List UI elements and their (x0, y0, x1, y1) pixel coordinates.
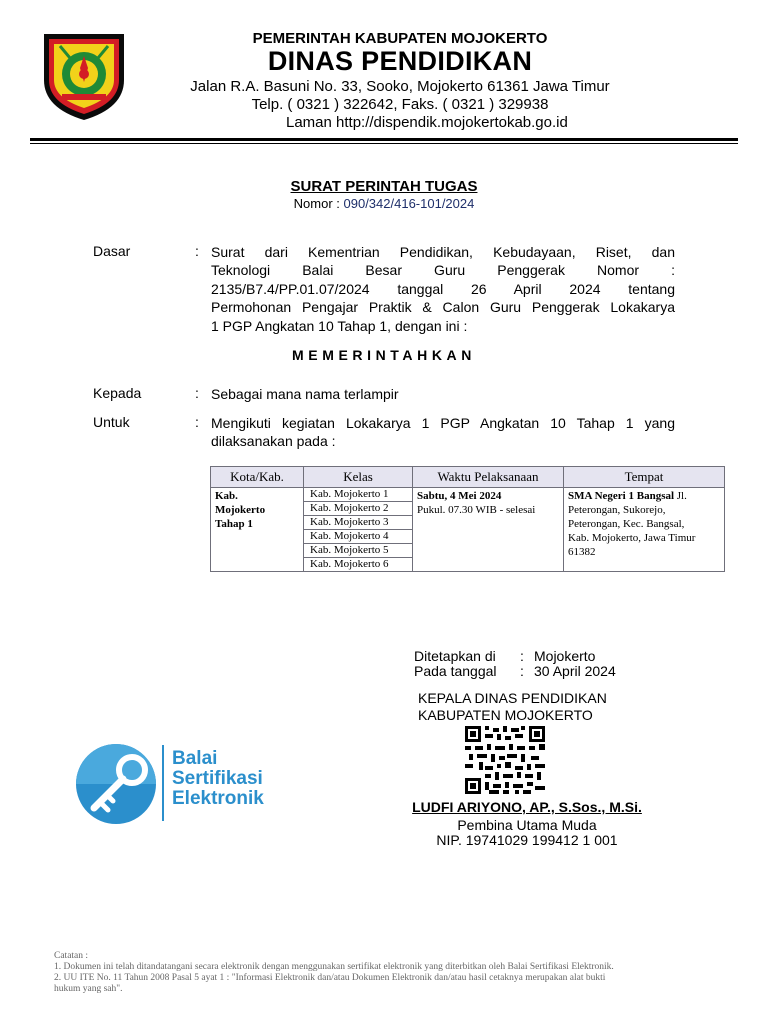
place-value: Mojokerto (534, 648, 596, 664)
cell-waktu (413, 488, 564, 572)
cell-kota (211, 488, 304, 572)
header-tempat: Tempat (564, 467, 725, 488)
header-kelas: Kelas (304, 467, 413, 488)
footnotes (54, 951, 724, 995)
cell-kelas: Kab. Mojokerto 3 (304, 516, 413, 530)
tempat-line: Peterongan, Kec. Bangsal, (568, 518, 685, 530)
website: Laman http://dispendik.mojokertokab.go.id (286, 114, 568, 131)
letter-number-label: Nomor : (293, 196, 340, 211)
qr-code-icon (465, 726, 545, 794)
address: Jalan R.A. Basuni No. 33, Sooko, Mojokerto 61361 Jawa Timur (190, 78, 610, 95)
kota-line: Kab. (215, 490, 238, 502)
kota-line: Tahap 1 (215, 518, 253, 530)
dasar-line: 1 PGP Angkatan 10 Tahap 1, dengan ini : (211, 317, 468, 334)
letter-title: SURAT PERINTAH TUGAS (290, 178, 478, 195)
cell-kelas: Kab. Mojokerto 1 (304, 488, 413, 502)
untuk-line: Mengikuti kegiatan Lokakarya 1 PGP Angkatan 10 Tahap 1 yang (211, 415, 675, 431)
dasar-colon: : (195, 243, 199, 259)
order-heading: MEMERINTAHKAN (292, 347, 476, 363)
waktu-time: Pukul. 07.30 WIB - selesai (417, 504, 536, 516)
signatory-nip: NIP. 19741029 199412 1 001 (436, 832, 618, 848)
table-row (211, 488, 725, 502)
kepada-text: Sebagai mana nama terlampir (211, 386, 399, 402)
tempat-name: SMA Negeri 1 Bangsal (568, 490, 675, 502)
dasar-text (211, 243, 675, 335)
notes-heading: Catatan : (54, 951, 89, 961)
note-line: hukum yang sah". (54, 984, 123, 994)
cell-kelas: Kab. Mojokerto 6 (304, 558, 413, 572)
kepada-label: Kepada (93, 385, 142, 401)
dasar-line: Surat dari Kementrian Pendidikan, Kebudayaan, Riset, dan (211, 244, 675, 260)
bsre-line: Sertifikasi (172, 768, 263, 789)
cell-kelas: Kab. Mojokerto 2 (304, 502, 413, 516)
bsre-wordmark (172, 749, 264, 809)
phone-fax: Telp. ( 0321 ) 322642, Faks. ( 0321 ) 329938 (251, 96, 549, 113)
signatory-name: LUDFI ARIYONO, AP., S.Sos., M.Si. (412, 799, 642, 815)
tempat-street: Jl. (676, 490, 687, 502)
bsre-divider (162, 745, 164, 821)
position-line1: KEPALA DINAS PENDIDIKAN (418, 690, 607, 706)
agency-name: PEMERINTAH KABUPATEN MOJOKERTO (252, 30, 548, 47)
schedule-table (210, 466, 725, 572)
header-rule-thin (30, 143, 738, 144)
cell-kelas: Kab. Mojokerto 5 (304, 544, 413, 558)
bsre-line: Balai (172, 748, 218, 769)
tempat-line: 61382 (568, 546, 596, 558)
bsre-line: Elektronik (172, 788, 264, 809)
note-line: 1. Dokumen ini telah ditandatangani secara elektronik dengan menggunakan sertifikat elektronik yang diterbitkan oleh Balai Sertifikasi Elektronik. (54, 962, 614, 972)
note-line: 2. UU ITE No. 11 Tahun 2008 Pasal 5 ayat 1 : "Informasi Elektronik dan/atau Dokumen Elektronik dan/atau hasil cetaknya merupakan alat bukti (54, 973, 606, 983)
cell-kelas: Kab. Mojokerto 4 (304, 530, 413, 544)
date-colon: : (520, 663, 524, 679)
tempat-line: Peterongan, Sukorejo, (568, 504, 666, 516)
header-rule-thick (30, 138, 738, 141)
untuk-line: dilaksanakan pada : (211, 433, 336, 450)
kepada-colon: : (195, 385, 199, 401)
dasar-line: Permohonan Pengajar Praktik & Calon Guru Penggerak Lokakarya (211, 299, 675, 316)
cell-tempat (564, 488, 725, 572)
tempat-line: Kab. Mojokerto, Jawa Timur (568, 532, 696, 544)
place-label: Ditetapkan di (414, 648, 496, 664)
bsre-key-icon (74, 742, 158, 826)
place-colon: : (520, 648, 524, 664)
untuk-label: Untuk (93, 414, 130, 430)
untuk-text (211, 414, 675, 451)
header-waktu: Waktu Pelaksanaan (413, 467, 564, 488)
table-header-row (211, 467, 725, 488)
date-value: 30 April 2024 (534, 663, 616, 679)
position-line2: KABUPATEN MOJOKERTO (418, 707, 593, 723)
signatory-rank: Pembina Utama Muda (457, 817, 597, 833)
mojokerto-coat-of-arms-icon (40, 28, 128, 122)
tempat-first-line (568, 489, 720, 503)
untuk-colon: : (195, 414, 199, 430)
dasar-line: Teknologi Balai Besar Guru Penggerak Nomor : (211, 262, 675, 279)
letter-number-value: 090/342/416-101/2024 (343, 196, 475, 211)
letter-number (0, 196, 768, 211)
department-name: DINAS PENDIDIKAN (267, 46, 533, 76)
header-kota: Kota/Kab. (211, 467, 304, 488)
dasar-label: Dasar (93, 243, 131, 259)
kota-line: Mojokerto (215, 504, 266, 516)
waktu-date: Sabtu, 4 Mei 2024 (417, 490, 502, 502)
date-label: Pada tanggal (414, 663, 497, 679)
dasar-line: 2135/B7.4/PP.01.07/2024 tanggal 26 April 2024 tentang (211, 280, 675, 297)
